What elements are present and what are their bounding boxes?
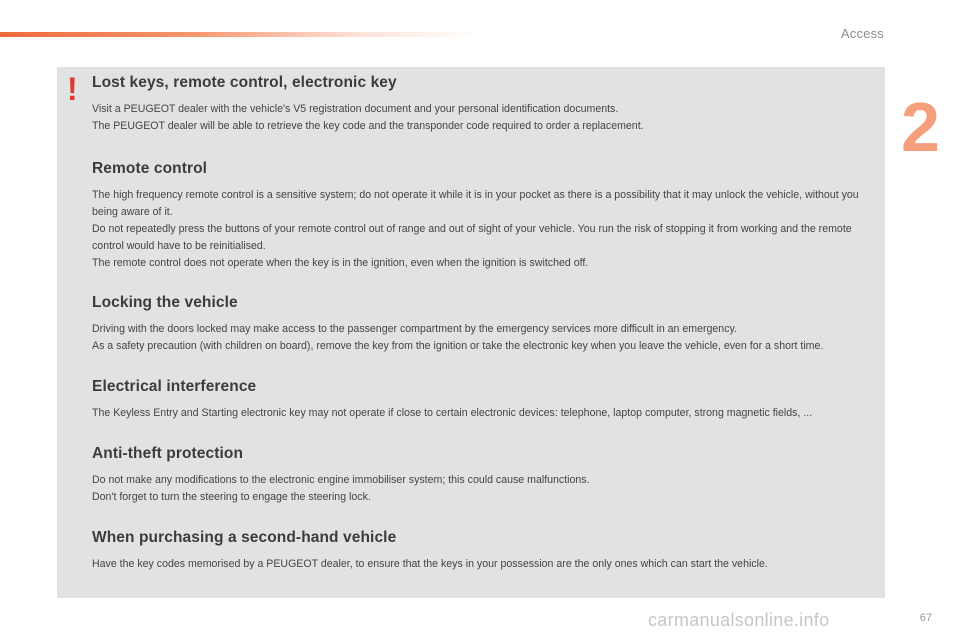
section-lost-keys — [92, 74, 882, 135]
section-paragraph: The remote control does not operate when the key is in the ignition, even when the ignition is switched off. — [92, 257, 589, 269]
section-paragraph: The high frequency remote control is a sensitive system; do not operate it while it is in your pocket as there is a possibility that it may unlock the vehicle, without you being aware of it. — [92, 189, 859, 218]
chapter-number: 2 — [901, 88, 940, 166]
section-remote-control — [92, 160, 882, 272]
section-paragraph: Driving with the doors locked may make access to the passenger compartment by the emergency services more difficult in an emergency. — [92, 323, 737, 335]
section-paragraph: The PEUGEOT dealer will be able to retrieve the key code and the transponder code required to order a replacement. — [92, 120, 644, 132]
section-paragraph: As a safety precaution (with children on board), remove the key from the ignition or take the electronic key when you leave the vehicle, even for a short time. — [92, 340, 824, 352]
section-title: Lost keys, remote control, electronic key — [92, 74, 397, 91]
section-title: Locking the vehicle — [92, 294, 238, 311]
section-paragraph: The Keyless Entry and Starting electronic key may not operate if close to certain electronic devices: telephone, laptop computer, strong magnetic fields, ... — [92, 407, 813, 419]
section-title: When purchasing a second-hand vehicle — [92, 529, 397, 546]
section-paragraph: Visit a PEUGEOT dealer with the vehicle's V5 registration document and your personal identification documents. — [92, 103, 619, 115]
section-paragraph: Do not repeatedly press the buttons of your remote control out of range and out of sight of your vehicle. You run the risk of stopping it from working and the remote control would have to be reinitialised. — [92, 223, 852, 252]
watermark: carmanualsonline.info — [648, 610, 830, 630]
section-paragraph: Don't forget to turn the steering to engage the steering lock. — [92, 491, 371, 503]
section-title: Remote control — [92, 160, 208, 177]
warning-content — [92, 74, 882, 573]
section-second-hand — [92, 529, 882, 573]
section-label: Access — [840, 26, 884, 41]
section-anti-theft — [92, 445, 882, 506]
page-number: 67 — [919, 612, 932, 624]
warning-exclamation-icon: ! — [67, 71, 78, 107]
section-paragraph: Do not make any modifications to the electronic engine immobiliser system; this could cause malfunctions. — [92, 474, 590, 486]
section-locking-vehicle — [92, 294, 882, 355]
section-title: Electrical interference — [92, 378, 257, 395]
section-electrical-interference — [92, 378, 882, 422]
warning-panel — [57, 67, 885, 598]
section-paragraph: Have the key codes memorised by a PEUGEOT dealer, to ensure that the keys in your possession are the only ones which can start the vehicle. — [92, 558, 768, 570]
header-accent-bar — [0, 32, 480, 37]
section-title: Anti-theft protection — [92, 445, 244, 462]
